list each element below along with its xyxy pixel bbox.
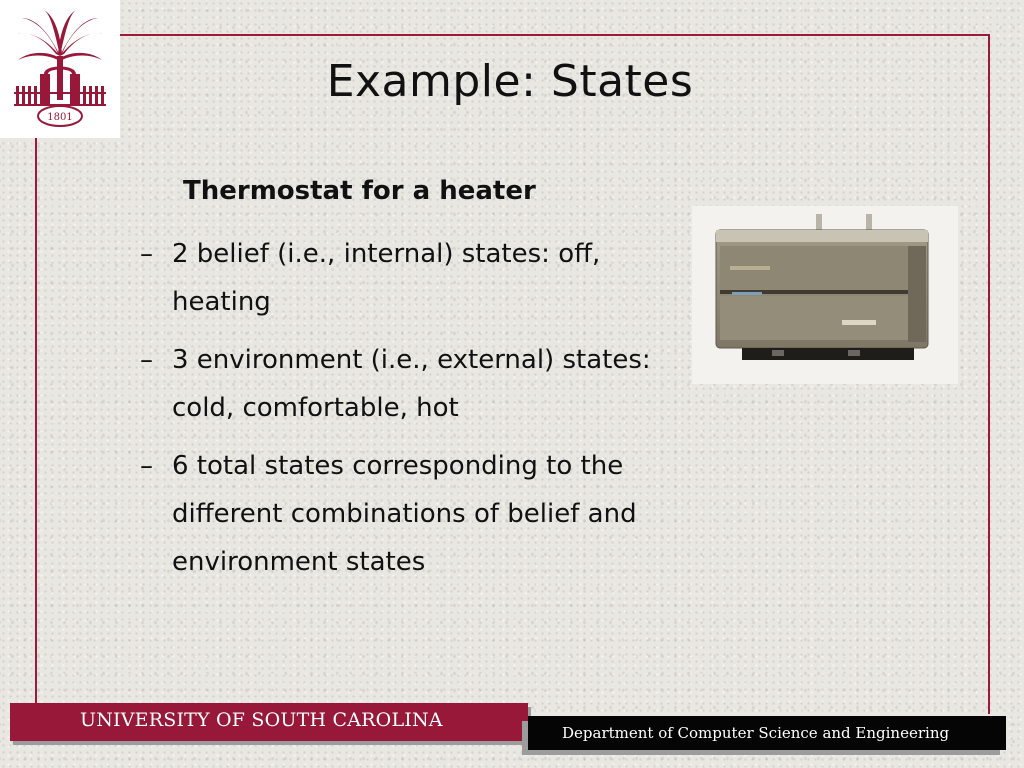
department-name: Department of Computer Science and Engineering [562, 724, 950, 742]
bullet-text: 2 belief (i.e., internal) states: off, heating [172, 239, 601, 317]
university-logo [0, 0, 120, 138]
thermostat-photo [692, 206, 958, 384]
slide-subheading: Thermostat for a heater [183, 176, 536, 206]
bullet-text: 6 total states corresponding to the different combinations of belief and environment states [172, 451, 637, 577]
bullet-list [140, 230, 680, 596]
bullet-marker: – [140, 345, 153, 375]
bullet-item [140, 230, 680, 326]
department-banner [528, 716, 1006, 750]
bullet-text: 3 environment (i.e., external) states: cold, comfortable, hot [172, 345, 651, 423]
thermostat-image [692, 206, 958, 384]
slide-title: Example: States [326, 56, 694, 107]
bullet-marker: – [140, 239, 153, 269]
bullet-item [140, 442, 680, 586]
palmetto-logo-icon [6, 8, 114, 130]
university-banner [10, 703, 528, 741]
university-name: UNIVERSITY OF SOUTH CAROLINA [80, 709, 443, 731]
bullet-marker: – [140, 451, 153, 481]
bullet-item [140, 336, 680, 432]
logo-year: 1801 [47, 112, 73, 123]
slide-frame-top [35, 34, 990, 36]
slide-frame-right [988, 34, 990, 714]
